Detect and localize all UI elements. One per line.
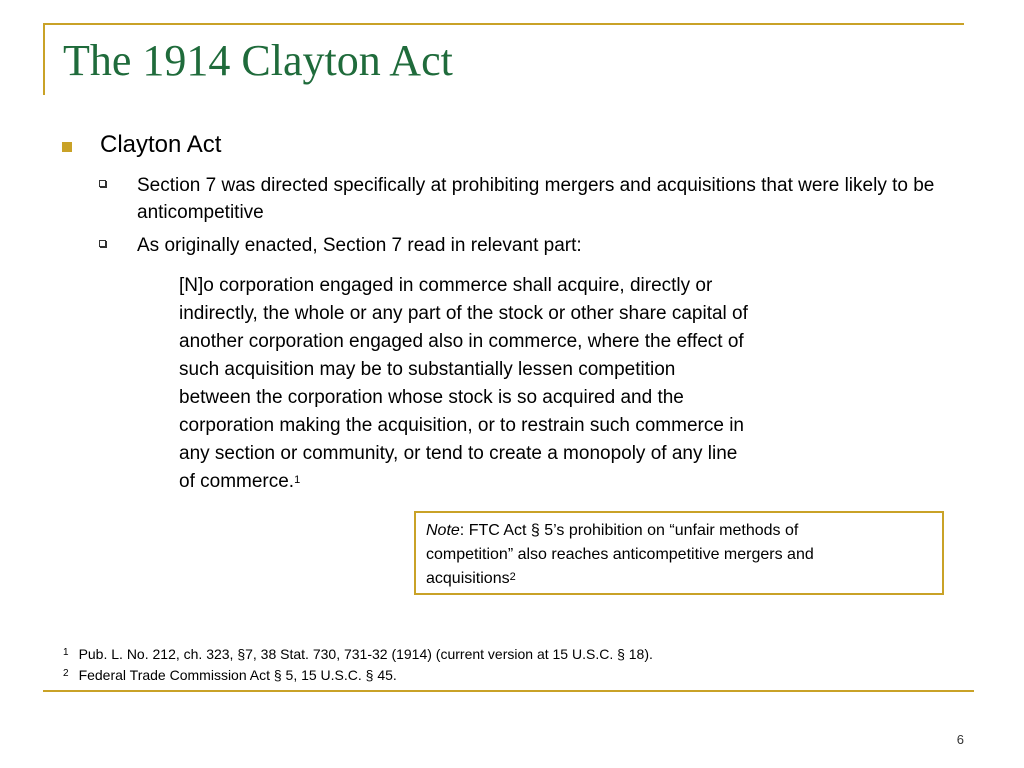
note-line: [426, 567, 942, 591]
square-bullet-icon: [62, 142, 72, 152]
note-line: [426, 519, 942, 543]
page-number: 6: [956, 732, 964, 747]
footnote-text: Federal Trade Commission Act § 5, 15 U.S.C. § 45.: [78, 667, 397, 683]
quote-line-last: [179, 468, 879, 496]
note-text: : FTC Act § 5’s prohibition on “unfair methods of: [459, 522, 799, 539]
quote-line: such acquisition may be to substantially lessen competition: [179, 359, 676, 380]
hollow-square-bullet-icon: [99, 240, 106, 247]
footnote-marker: 1: [294, 474, 301, 486]
top-border-line: [43, 23, 964, 25]
quote-line: [N]o corporation engaged in commerce shall acquire, directly or: [179, 275, 713, 296]
bullet-text: Clayton Act: [100, 131, 222, 158]
footnotes: [63, 644, 963, 686]
footnote-number: 1: [63, 647, 69, 658]
quote-line: indirectly, the whole or any part of the stock or other share capital of: [179, 303, 748, 324]
note-text: acquisitions: [426, 570, 510, 587]
footnote-text: Pub. L. No. 212, ch. 323, §7, 38 Stat. 730, 731-32 (1914) (current version at 15 U.S.C. § 18).: [78, 646, 653, 662]
note-line: competition” also reaches anticompetitive mergers and: [426, 546, 814, 563]
quote-line: any section or community, or tend to create a monopoly of any line: [179, 443, 738, 464]
left-border-line: [43, 23, 45, 95]
sub-bullet-text: Section 7 was directed specifically at prohibiting mergers and acquisitions that were likely to be anticompetitive: [137, 175, 935, 223]
bottom-border-line: [43, 690, 974, 692]
hollow-square-bullet-icon: [99, 180, 106, 187]
quote-line: another corporation engaged also in commerce, where the effect of: [179, 331, 744, 352]
quote-line: corporation making the acquisition, or to restrain such commerce in: [179, 415, 744, 436]
sub-bullet-text: As originally enacted, Section 7 read in relevant part:: [137, 235, 582, 256]
note-callout-box: [414, 511, 944, 595]
quote-line: between the corporation whose stock is so acquired and the: [179, 387, 684, 408]
footnote-number: 2: [63, 668, 69, 679]
footnote-1: [63, 644, 963, 665]
footnote-marker: 2: [509, 571, 516, 583]
quote-line-text: of commerce.: [179, 471, 295, 492]
slide-title: The 1914 Clayton Act: [63, 36, 453, 85]
statute-quote: [179, 272, 879, 496]
note-label: Note: [426, 522, 460, 539]
footnote-2: [63, 665, 963, 686]
